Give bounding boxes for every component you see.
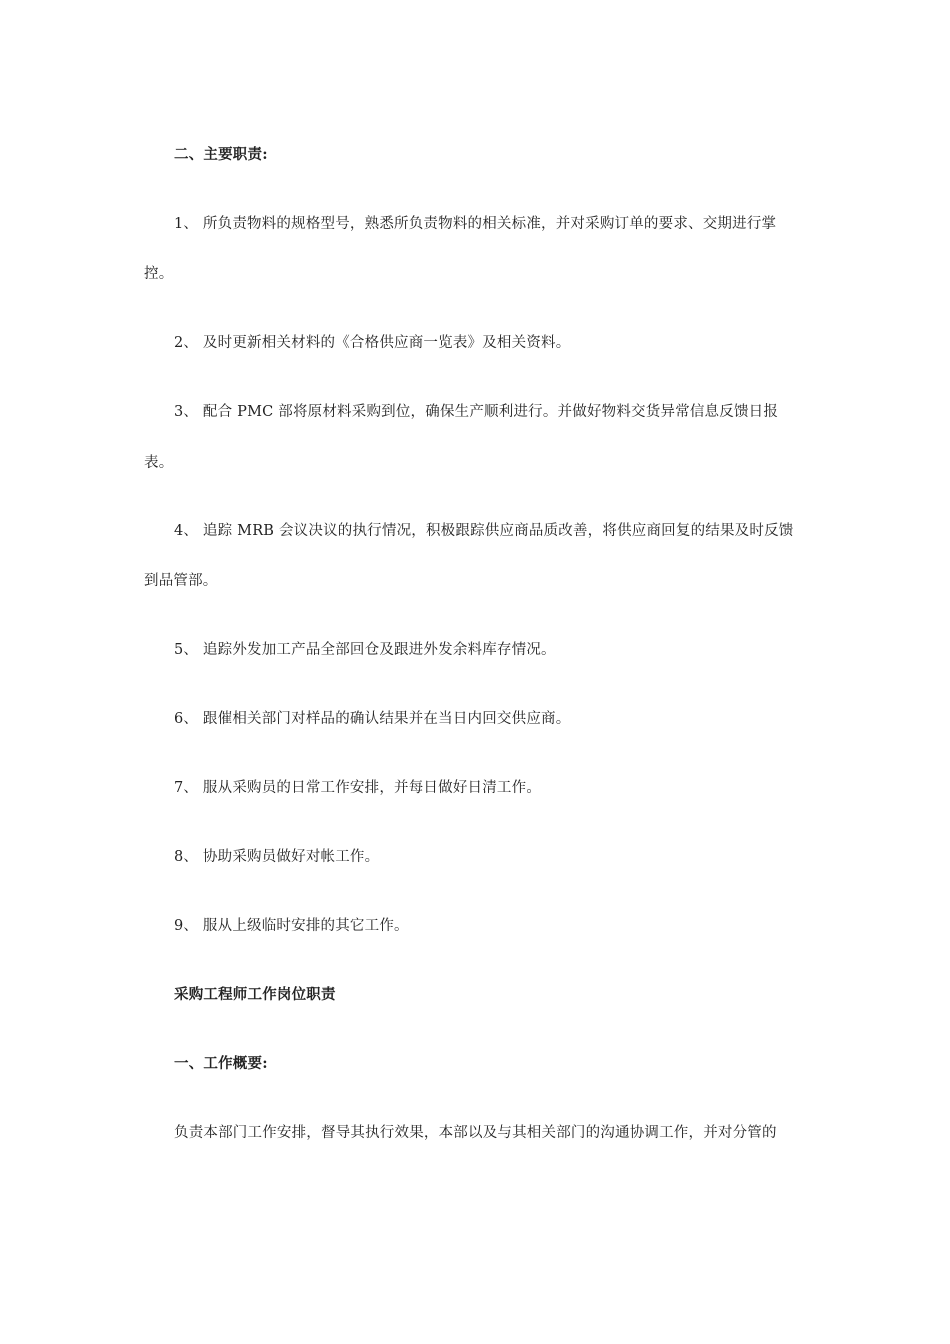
duty-item-3-continued: 表。 [144,455,174,471]
duty-item-8: 8、 协助采购员做好对帐工作。 [174,849,380,865]
duty-item-6: 6、 跟催相关部门对样品的确认结果并在当日内回交供应商。 [174,711,571,727]
heading-work-overview: 一、工作概要: [174,1055,268,1072]
section-title: 采购工程师工作岗位职责 [174,986,336,1003]
duty-item-9: 9、 服从上级临时安排的其它工作。 [174,918,409,934]
duty-item-1: 1、 所负责物料的规格型号，熟悉所负责物料的相关标准，并对采购订单的要求、交期进行掌 [174,216,777,232]
overview-paragraph: 负责本部门工作安排，督导其执行效果，本部以及与其相关部门的沟通协调工作，并对分管的 [174,1125,777,1141]
duty-item-2: 2、 及时更新相关材料的《合格供应商一览表》及相关资料。 [174,335,571,351]
duty-item-1-continued: 控。 [144,266,174,282]
duty-item-4: 4、 追踪 MRB 会议决议的执行情况，积极跟踪供应商品质改善，将供应商回复的结果及时反馈 [174,523,794,539]
duty-item-3: 3、 配合 PMC 部将原材料采购到位，确保生产顺利进行。并做好物料交货异常信息反馈日报 [174,404,779,420]
heading-main-duties: 二、主要职责: [174,146,268,163]
duty-item-4-continued: 到品管部。 [144,573,218,589]
duty-item-7: 7、 服从采购员的日常工作安排，并每日做好日清工作。 [174,780,542,796]
duty-item-5: 5、 追踪外发加工产品全部回仓及跟进外发余料库存情况。 [174,642,556,658]
